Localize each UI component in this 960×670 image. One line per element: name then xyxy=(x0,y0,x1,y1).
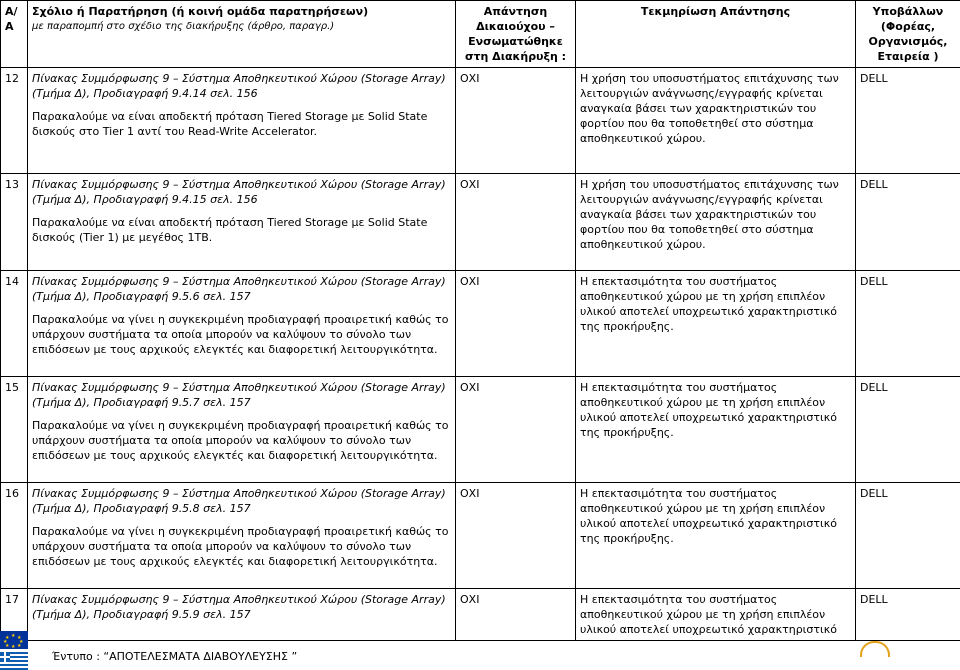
page-footer xyxy=(0,617,960,669)
row-reference: Πίνακας Συμμόρφωσης 9 – Σύστημα Αποθηκευτικού Χώρου (Storage Array) (Τμήμα Δ), Προδιαγραφή 9.5.7 σελ. 157 xyxy=(32,380,451,410)
row-number: 13 xyxy=(1,174,28,271)
row-justification: Η επεκτασιμότητα του συστήματος αποθηκευτικού χώρου με τη χρήση επιπλέον υλικού αποτελεί υποχρεωτικό χαρακτηριστικό xyxy=(576,589,856,641)
row-number: 12 xyxy=(1,68,28,174)
header-comment-subtitle: με παραπομπή στο σχέδιο της διακήρυξης (άρθρο, παραγρ.) xyxy=(32,19,451,34)
row-answer: ΟΧΙ xyxy=(456,377,576,483)
row-comment xyxy=(28,68,456,174)
row-submitter: DELL xyxy=(856,174,960,271)
row-number: 16 xyxy=(1,483,28,589)
table-row xyxy=(1,483,960,589)
row-reference: Πίνακας Συμμόρφωσης 9 – Σύστημα Αποθηκευτικού Χώρου (Storage Array) (Τμήμα Δ), Προδιαγραφή 9.4.14 σελ. 156 xyxy=(32,71,451,101)
table-row xyxy=(1,377,960,483)
row-justification: Η επεκτασιμότητα του συστήματος αποθηκευτικού χώρου με τη χρήση επιπλέον υλικού αποτελεί υποχρεωτικό χαρακτηριστικό της προκήρυξης. xyxy=(576,271,856,377)
row-comment xyxy=(28,174,456,271)
row-comment-text: Παρακαλούμε να είναι αποδεκτή πρόταση Tiered Storage με Solid State δισκούς (Tier 1) με μεγέθος 1TB. xyxy=(32,215,451,245)
header-justification: Τεκμηρίωση Απάντησης xyxy=(576,1,856,68)
row-comment xyxy=(28,271,456,377)
row-justification: Η επεκτασιμότητα του συστήματος αποθηκευτικού χώρου με τη χρήση επιπλέον υλικού αποτελεί υποχρεωτικό χαρακτηριστικό της προκήρυξης. xyxy=(576,483,856,589)
row-number: 17 xyxy=(1,589,28,641)
row-reference: Πίνακας Συμμόρφωσης 9 – Σύστημα Αποθηκευτικού Χώρου (Storage Array) (Τμήμα Δ), Προδιαγραφή 9.5.9 σελ. 157 xyxy=(32,592,451,622)
eu-flag-icon: ★ ★ ★ ★ ★ ★ ★ ★ xyxy=(0,631,28,649)
row-reference: Πίνακας Συμμόρφωσης 9 – Σύστημα Αποθηκευτικού Χώρου (Storage Array) (Τμήμα Δ), Προδιαγραφή 9.5.8 σελ. 157 xyxy=(32,486,451,516)
row-comment-text: Παρακαλούμε να γίνει η συγκεκριμένη προδιαγραφή προαιρετική καθώς το υπάρχουν συστήματα τα οποία μπορούν να καλύψουν το σύνολο των επιδόσεων με τους αρχικούς ελεγκτές και διαφορετική λειτουργικότητα. xyxy=(32,418,451,463)
row-submitter: DELL xyxy=(856,68,960,174)
row-submitter: DELL xyxy=(856,377,960,483)
row-number: 15 xyxy=(1,377,28,483)
row-answer: ΟΧΙ xyxy=(456,589,576,641)
row-answer: ΟΧΙ xyxy=(456,68,576,174)
header-comment xyxy=(28,1,456,68)
row-justification: Η επεκτασιμότητα του συστήματος αποθηκευτικού χώρου με τη χρήση επιπλέον υλικού αποτελεί υποχρεωτικό χαρακτηριστικό της προκήρυξης. xyxy=(576,377,856,483)
row-answer: ΟΧΙ xyxy=(456,483,576,589)
row-answer: ΟΧΙ xyxy=(456,271,576,377)
row-answer: ΟΧΙ xyxy=(456,174,576,271)
espa-logo-arc xyxy=(860,641,890,657)
header-answer: Απάντηση Δικαιούχου – Ενσωματώθηκε στη Διακήρυξη : xyxy=(456,1,576,68)
row-submitter: DELL xyxy=(856,483,960,589)
row-reference: Πίνακας Συμμόρφωσης 9 – Σύστημα Αποθηκευτικού Χώρου (Storage Array) (Τμήμα Δ), Προδιαγραφή 9.4.15 σελ. 156 xyxy=(32,177,451,207)
table-row xyxy=(1,174,960,271)
header-num: Α/Α xyxy=(1,1,28,68)
header-submitter: Υποβάλλων (Φορέας, Οργανισμός, Εταιρεία ) xyxy=(856,1,960,68)
row-comment xyxy=(28,483,456,589)
row-submitter: DELL xyxy=(856,589,960,641)
row-justification: Η χρήση του υποσυστήματος επιτάχυνσης των λειτουργιών ανάγνωσης/εγγραφής κρίνεται αναγκαία βάσει των χαρακτηριστικών του φορτίου που θα τοποθετηθεί στο σύστημα αποθηκευτικού χώρου. xyxy=(576,174,856,271)
greek-flag-icon xyxy=(0,652,28,670)
table-row xyxy=(1,68,960,174)
espa-logo xyxy=(846,641,902,665)
header-comment-title: Σχόλιο ή Παρατήρηση (ή κοινή ομάδα παρατηρήσεων) xyxy=(32,4,451,19)
row-comment xyxy=(28,377,456,483)
table-header-row xyxy=(1,1,960,68)
row-comment-text: Παρακαλούμε να είναι αποδεκτή πρόταση Tiered Storage με Solid State δισκούς στο Tier 1 αντί του Read-Write Accelerator. xyxy=(32,109,451,139)
row-comment-text: Παρακαλούμε να γίνει η συγκεκριμένη προδιαγραφή προαιρετική καθώς το υπάρχουν συστήματα τα οποία μπορούν να καλύψουν το σύνολο των επιδόσεων με τους αρχικούς ελεγκτές και διαφορετική λειτουργικότητα. xyxy=(32,312,451,357)
table-row xyxy=(1,271,960,377)
row-comment-text: Παρακαλούμε να γίνει η συγκεκριμένη προδιαγραφή προαιρετική καθώς το υπάρχουν συστήματα τα οποία μπορούν να καλύψουν το σύνολο των επιδόσεων με τους αρχικούς ελεγκτές και διαφορετική λειτουργικότητα. xyxy=(32,524,451,569)
row-justification: Η χρήση του υποσυστήματος επιτάχυνσης των λειτουργιών ανάγνωσης/εγγραφής κρίνεται αναγκαία βάσει των χαρακτηριστικών του φορτίου που θα τοποθετηθεί στο σύστημα αποθηκευτικού χώρου. xyxy=(576,68,856,174)
row-number: 14 xyxy=(1,271,28,377)
row-reference: Πίνακας Συμμόρφωσης 9 – Σύστημα Αποθηκευτικού Χώρου (Storage Array) (Τμήμα Δ), Προδιαγραφή 9.5.6 σελ. 157 xyxy=(32,274,451,304)
row-submitter: DELL xyxy=(856,271,960,377)
footer-form-label: Έντυπο : “ΑΠΟΤΕΛΕΣΜΑΤΑ ΔΙΑΒΟΥΛΕΥΣΗΣ ” xyxy=(52,650,297,663)
